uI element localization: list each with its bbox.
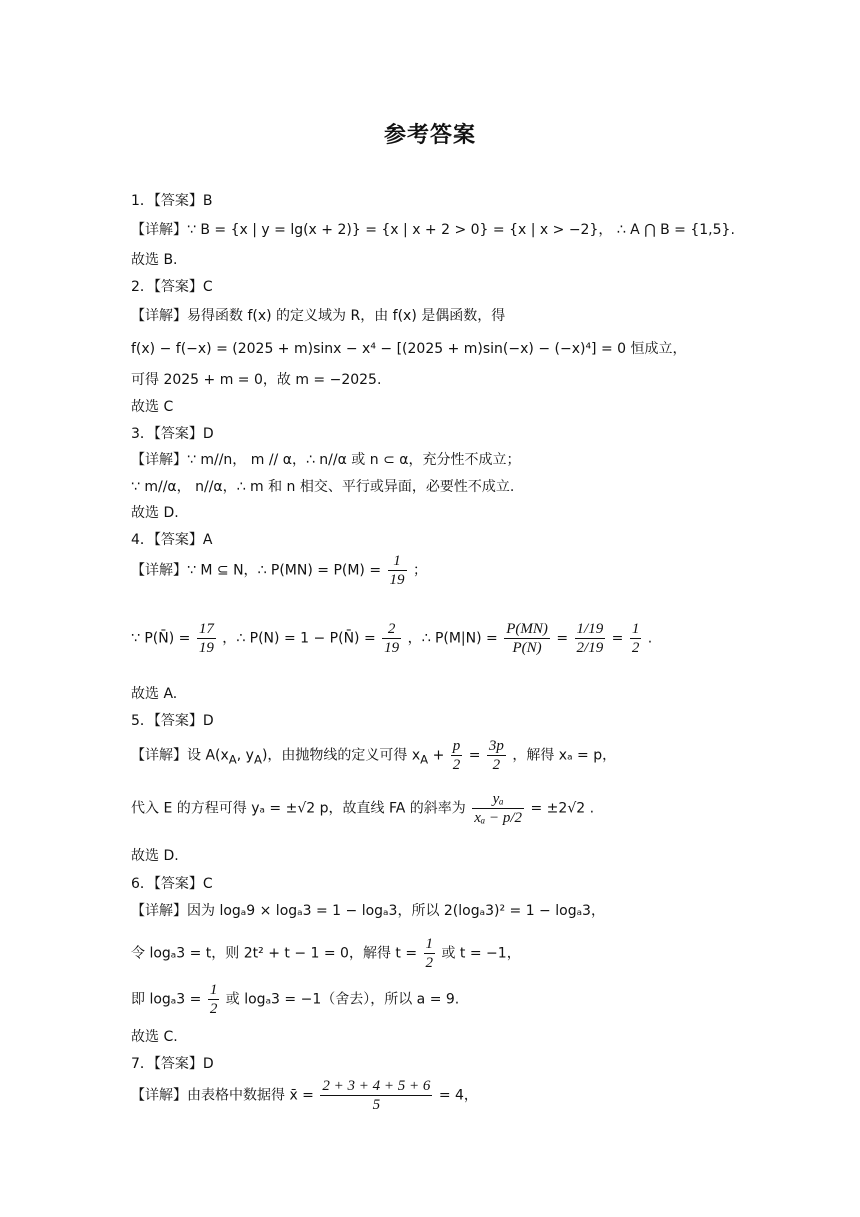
fraction: $\frac{2 + 3 + 4 + 5 + 6}{5}$ [322,1078,431,1113]
text-line: 1．【答案】B [131,193,213,209]
text-line: 3．【答案】D [131,426,214,442]
page-title: 参考答案 [383,123,476,148]
text-line: 故选 A. [131,686,178,702]
text-line: 6．【答案】C [131,876,213,892]
text-line: 可得 2025 + m = 0，故 m = −2025. [131,372,382,388]
fraction: $\frac{1}{2}$ [425,936,434,971]
text-line: 故选 C [131,399,174,415]
fraction: $\frac{3p}{2}$ [488,738,504,773]
text-line: 故选 D. [131,848,179,864]
text-line: 4．【答案】A [131,532,213,548]
q4-text: 【详解】∵ M ⊆ N，∴ P(MN) = P(M) = [131,562,382,579]
text-line: 【详解】易得函数 f(x) 的定义域为 R，由 f(x) 是偶函数，得 [131,308,506,324]
text-line: 7．【答案】D [131,1056,214,1072]
text-line: ∵ m//α， n//α，∴ m 和 n 相交、平行或异面，必要性不成立. [131,479,515,495]
text-line: 故选 B. [131,252,178,268]
fraction: $\frac{1}{19}$ [389,553,405,588]
fraction: $\frac{1/19}{2/19}$ [576,621,604,656]
text-line: 故选 C. [131,1029,178,1045]
fraction: $\frac{\text{yₐ}}{\text{xₐ − p/2}}$ [474,791,523,826]
fraction: $\frac{1}{2}$ [209,982,218,1017]
fraction: $\frac{P(MN)}{P(N)}$ [506,621,548,656]
q4-probability-line: ∵ P(N̄) = $\frac{17}{19}$ ，∴ P(N) = 1 − P(N̄) = $\frac{2}{19}$ ，∴ P(M|N) = $\frac{P(MN)}{P(N)}$ = $\frac{1/19}{2/19}$ = $\frac{1}{2}$ . [131,621,653,656]
q6-substitution-line: 令 logₐ3 = t，则 2t² + t − 1 = 0，解得 t = $\frac{1}{2}$ 或 t = −1， [131,936,521,971]
q7-detail-line: 【详解】由表格中数据得 x̄ = $\frac{2 + 3 + 4 + 5 + 6}{5}$ = 4， [131,1078,478,1113]
q6-conclusion-line: 即 logₐ3 = $\frac{1}{2}$ 或 logₐ3 = −1（舍去），所以 a = 9. [131,982,460,1017]
text-line: 5．【答案】D [131,713,214,729]
q4-detail-line: 【详解】∵ M ⊆ N，∴ P(MN) = P(M) = $\frac{1}{19}$ ； [131,553,427,588]
text-line: 2．【答案】C [131,279,213,295]
q5-detail-line: 【详解】设 $A(x_A$, $y_A$)，由抛物线的定义可得 $x_A$ + $\frac{p}{2}$ = $\frac{3p}{2}$ ，解得 xₐ = p， [131,738,617,773]
q5-slope-line: 代入 E 的方程可得 yₐ = ±√2 p，故直线 FA 的斜率为 $\frac{\text{yₐ}}{\text{xₐ − p/2}}$ = ±2√2 . [131,791,595,826]
text-line: 故选 D. [131,505,179,521]
text-line: 【详解】∵ m//n， m // α，∴ n//α 或 n ⊂ α，充分性不成立； [131,452,521,468]
fraction: $\frac{2}{19}$ [384,621,400,656]
text-line: f(x) − f(−x) = (2025 + m)sinx − x⁴ − [(2025 + m)sin(−x) − (−x)⁴] = 0 恒成立， [131,341,687,357]
fraction: $\frac{17}{19}$ [198,621,214,656]
text-line: 【详解】因为 logₐ9 × logₐ3 = 1 − logₐ3，所以 2(logₐ3)² = 1 − logₐ3， [131,903,605,919]
fraction: $\frac{p}{2}$ [452,738,461,773]
fraction: $\frac{1}{2}$ [631,621,640,656]
text-line: 【详解】∵ B = {x | y = lg(x + 2)} = {x | x + 2 > 0} = {x | x > −2}， ∴ A ⋂ B = {1,5}. [131,222,735,238]
